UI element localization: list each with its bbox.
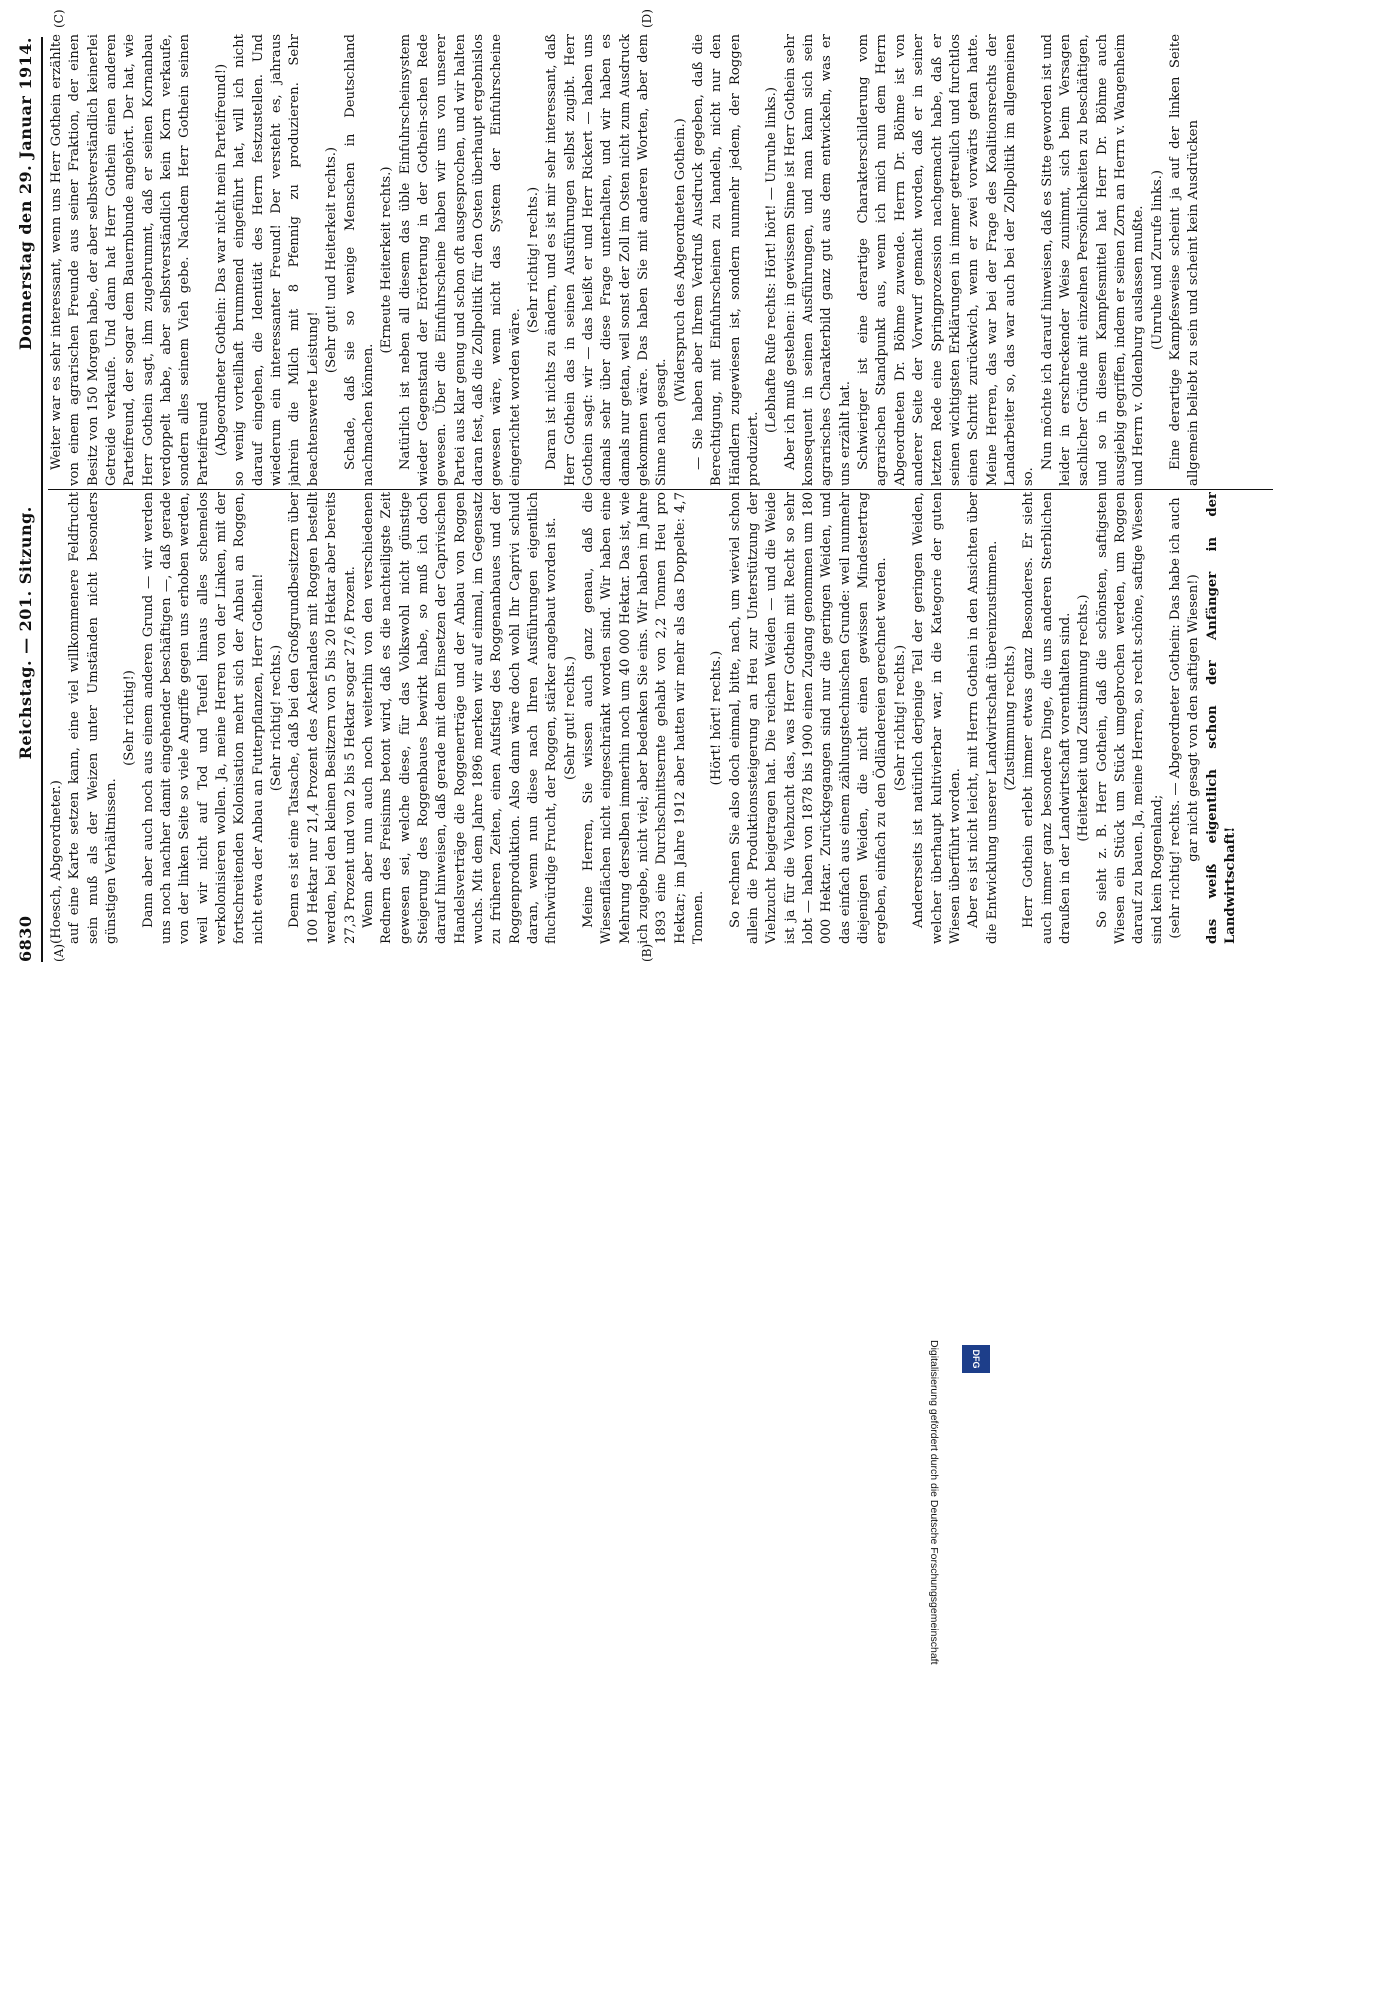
- interjection: (Sehr gut! rechts.): [562, 655, 578, 781]
- session-date: Donnerstag den 29. Januar 1914.: [15, 37, 35, 351]
- right-column: [48, 34, 1273, 486]
- paragraph: Daran ist nichts zu ändern, und es ist mir sehr interessant, daß Herr Gothein das in seinen Ausführungen selbst zugibt. Herr Gothein sagt: wir — das heißt er und Herr Rickert — haben uns damals sehr über diese Frage unterhalten, und wir haben es damals nur getan, weil sonst der Zoll im Osten nicht zum Ausdruck gekommen wäre. Das haben Sie mit anderen Worten, aber dem Sinne nach gesagt.: [544, 34, 670, 486]
- paragraph: so wenig vorteilhaft brummend eingeführt hat, will ich nicht darauf eingehen, die Identität des Herrn festzustellen. Und wiederum ein interessanter Freund! Der versteht es, jahraus jahrein die Milch mit 8 Pfennig zu produzieren. Sehr beachtenswerte Leistung!: [232, 34, 321, 486]
- paragraph: Eine derartige Kampfesweise scheint ja auf der linken Seite allgemein beliebt zu sein und scheint kein Ausdrücken: [1167, 34, 1202, 486]
- header-rule: [41, 37, 43, 962]
- paragraph: Wenn aber nun auch noch weiterhin von den verschiedenen Rednern des Freisinns betont wird, daß es die nachteiligste Zeit gewesen sei, welche diese, für das Volkswohl nicht günstige Steigerung des Roggenbaues bewirkt habe, so muß ich doch darauf hinweisen, daß gerade mit dem Einsetzen der Caprivischen Handelsverträge die Roggenerträge und der Anbau von Roggen wuchs. Mit dem Jahre 1896 merken wir auf einmal, im Gegensatz zu früheren Zeiten, einen Aufstieg des Roggenanbaues und der Roggenproduktion. Also dann wäre doch wohl Ihr Caprivi schuld daran, wenn nun diese nach Ihren Ausführungen eigentlich fluchwürdige Frucht, der Roggen, stärker angebaut worden ist.: [360, 492, 560, 944]
- interjection: (Sehr richtig! rechts.): [525, 186, 541, 334]
- margin-mark-a: (A): [52, 943, 66, 962]
- interjection: (Unruhe und Zurufe links.): [1149, 170, 1165, 351]
- interjection: (Zustimmung rechts.): [1002, 645, 1018, 791]
- interjection: (Sehr gut! und Heiterkeit rechts.): [324, 146, 340, 374]
- margin-mark-d: (D): [640, 9, 654, 28]
- interjection: (Abgeordneter Gothein: Das war nicht mein Parteifreund!): [214, 63, 230, 457]
- paragraph: Schade, daß sie so wenige Menschen in Deutschland nachmachen können.: [342, 34, 376, 486]
- paragraph: Herr Gothein erlebt immer etwas ganz Besonderes. Er sieht auch immer ganz besondere Dinge, die uns anderen Sterblichen draußen in der Landwirtschaft vorenthalten sind.: [1021, 492, 1073, 944]
- paragraph: Nun möchte ich darauf hinweisen, daß es Sitte geworden ist und leider in erschreckender Weise zunimmt, sich beim Versagen sachlicher Gründe mit einzelnen Persönlichkeiten zu beschäftigen, und so in diesem Kampfesmittel hat Herr Dr. Böhme auch ausgiebig gegriffen, indem er seinen Zorn an Herrn v. Wangenheim und Herrn v. Oldenburg auslassen mußte.: [1039, 34, 1147, 486]
- page-header: [10, 37, 40, 962]
- paragraph: So rechnen Sie also doch einmal, bitte, nach, um wieviel schon allein die Produktionssteigerung an Heu zur Unterstützung der Viehzucht beigetragen hat. Die reichen Weiden — und die Weide ist ja für die Viehzucht das, was Herr Gothein mit Recht so sehr lobt — haben von 1878 bis 1900 einen Zugang genommen um 180 000 Hektar. Zurückgegangen sind nur die geringen Weiden, und das einfach aus einem zählungstechnischen Grunde: weil nunmehr diejenigen Weiden, die nicht einen gewissen Mindestertrag ergeben, einfach zu den Ödländereien gerechnet werden.: [727, 492, 890, 944]
- margin-mark-b: (B): [640, 943, 654, 962]
- paragraph: Aber es ist nicht leicht, mit Herrn Gothein in den Ansichten über die Entwicklung unserer Landwirtschaft übereinzustimmen.: [966, 492, 1000, 944]
- interjection: (Widerspruch des Abgeordneten Gothein.): [672, 118, 688, 402]
- interjection: (Sehr richtig!): [122, 670, 138, 766]
- interjection: (Sehr richtig! rechts.): [892, 644, 908, 792]
- paragraph: Denn es ist eine Tatsache, daß bei den Großgrundbesitzern über 100 Hektar nur 21,4 Prozent des Ackerlandes mit Roggen bestellt werden, bei den kleinen Besitzern von 5 bis 20 Hektar aber bereits 27,3 Prozent und von 2 bis 5 Hektar sogar 27,6 Prozent.: [287, 492, 358, 944]
- session-title: Reichstag. — 201. Sitzung.: [15, 506, 35, 760]
- paragraph: auf eine Karte setzen kann, eine viel willkommenere Feldfrucht sein muß als der Weizen unter Umständen nicht besonders günstigen Verhältnissen.: [67, 492, 120, 944]
- digitization-credit: Digitalisierung gefördert durch die Deutsche Forschungsgemeinschaft: [928, 1340, 940, 1665]
- interjection: (sehr richtig! rechts. — Abgeordneter Gothein: Das habe ich auch gar nicht gesagt von den saftigen Wiesen!): [1167, 497, 1202, 939]
- paragraph: Weiter war es sehr interessant, wenn uns Herr Gothein erzählte von einem agrarischen Freunde aus seiner Fraktion, der einen Besitz von 150 Morgen habe, der aber selbstverständlich keinerlei Getreide verkaufe. Und dann hat Herr Gothein einen anderen Parteifreund, der sogar dem Bauernbunde angehört. Der hat, wie Herr Gothein sagt, ihm zugebrummt, daß er seinen Kornanbau verdoppelt habe, aber selbstverständlich kein Korn verkaufe, sondern alles seinem Vieh gebe. Nachdem Herr Gothein seinen Parteifreund: [49, 34, 211, 486]
- interjection: (Heiterkeit und Zustimmung rechts.): [1076, 594, 1092, 842]
- paragraph: das weiß eigentlich schon der Anfänger in der Landwirtschaft!: [1204, 492, 1238, 944]
- interjection: (Hört! hört! rechts.): [709, 650, 725, 786]
- paragraph: Meine Herren, Sie wissen auch ganz genau, daß die Wiesenflächen nicht eingeschränkt worden sind. Wir haben eine Mehrung derselben immerhin noch um 40 000 Hektar. Das ist, wie ich zugebe, nicht viel; aber bedenken Sie eins. Wir haben im Jahre 1893 eine Durchschnittsernte gehabt von 2,2 Tonnen Heu pro Hektar; im Jahre 1912 aber hatten wir mehr als das Doppelte: 4,7 Tonnen.: [580, 492, 707, 944]
- paragraph: — Sie haben aber Ihrem Verdruß Ausdruck gegeben, daß die Berechtigung, mit Einfuhrscheinen zu handeln, nicht nur den Händlern zugewiesen ist, sondern nunmehr jedem, der Roggen produziert.: [691, 34, 762, 486]
- interjection: (Lebhafte Rufe rechts: Hört! hört! — Unruhe links.): [764, 86, 780, 434]
- margin-mark-c: (C): [52, 9, 66, 28]
- dfg-logo-icon: DFG: [962, 1345, 990, 1373]
- interjection: (Sehr richtig! rechts.): [269, 644, 285, 792]
- column-divider: [48, 489, 1273, 490]
- paragraph: So sieht z. B. Herr Gothein, daß die schönsten, saftigsten Wiesen ein Stück um Stück umgebrochen werden, um Roggen darauf zu bauen. Ja, meine Herren, so recht schöne, saftige Wiesen sind kein Roggenland;: [1094, 492, 1165, 944]
- paragraph: Natürlich ist neben all diesem das üble Einfuhrscheinsystem wieder Gegenstand der Erörterung in der Gothein-schen Rede gewesen. Über die Einfuhrscheine haben wir uns von unserer Partei aus klar genug und schon oft ausgesprochen, und wir halten daran fest, daß die Zollpolitik für den Osten überhaupt ergebnislos gewesen wäre, wenn nicht das System der Einfuhrscheine eingerichtet worden wäre.: [397, 34, 523, 486]
- paragraph: Andererseits ist natürlich derjenige Teil der geringen Weiden, welcher überhaupt kultivierbar war, in die Kategorie der guten Wiesen überführt worden.: [911, 492, 963, 944]
- paragraph: Aber ich muß gestehen: in gewissem Sinne ist Herr Gothein sehr konsequent in seinen Ausführungen, und man kann sich sein agrarisches Charakterbild ganz gut aus dem entwickeln, was er uns erzählt hat.: [782, 34, 853, 486]
- paragraph: Dann aber auch noch aus einem anderen Grund — wir werden uns noch nachher damit eingehender beschäftigen —, daß gerade von der linken Seite so viele Angriffe gegen uns erhoben werden, weil wir nicht auf Tod und Teufel hinaus alles schemelos verkolonisieren wollen. Ja, meine Herren von der Linken, mit der fortschreitenden Kolonisation mehrt sich der Anbau an Roggen, nicht etwa der Anbau an Futterpflanzen, Herr Gothein!: [140, 492, 266, 944]
- interjection: (Erneute Heiterkeit rechts.): [379, 166, 395, 354]
- paragraph: Schwieriger ist eine derartige Charakterschilderung vom agrarischen Standpunkt aus, wenn ich mich nun dem Herrn Abgeordneten Dr. Böhme zuwende. Herrn Dr. Böhme ist von anderer Seite der Vorwurf gemacht worden, daß er in seiner letzten Rede eine Springprozession nachgemacht habe, daß er seinen wichtigsten Erklärungen in immer getreulich und furchtlos einen Schritt zurückwich, wenn er zwei vorwärts getan hatte. Meine Herren, das war bei der Frage des Koalitionsrechts der Landarbeiter so, das war auch bei der Zollpolitik im allgemeinen so.: [856, 34, 1037, 486]
- page-number: 6830: [15, 915, 35, 962]
- left-column: [48, 492, 1273, 944]
- speaker-tag: (Hoesch, Abgeordneter.): [49, 780, 64, 944]
